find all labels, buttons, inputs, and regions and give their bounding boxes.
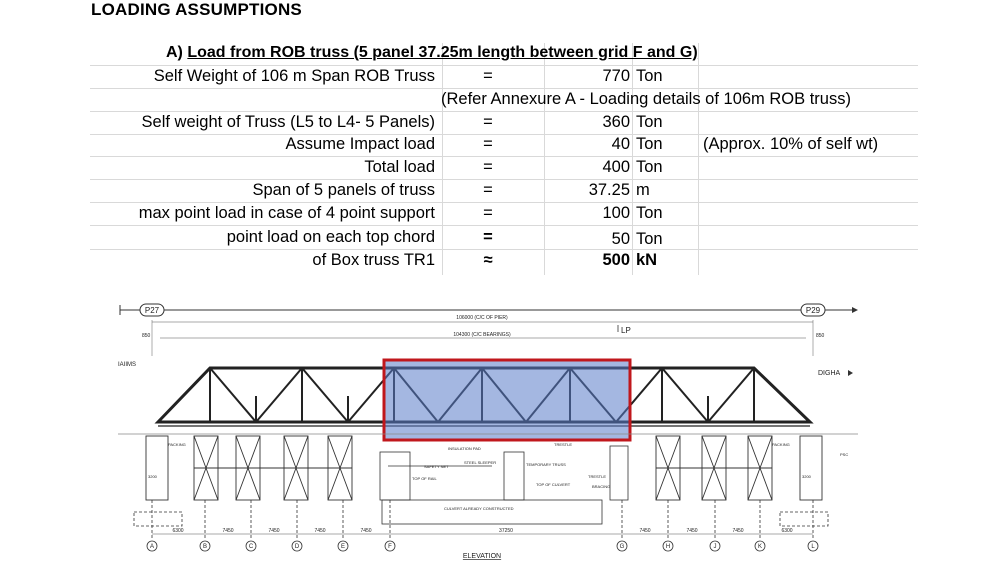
row-label: Self Weight of 106 m Span ROB Truss [153,67,435,85]
table-row [90,67,918,89]
grid-label: A [149,544,155,550]
row-operator: = [483,67,493,85]
bay-dim: 7450 [360,528,372,534]
grid-label: L [811,544,815,550]
section-title-text: Load from ROB truss (5 panel 37.25m length between grid F and G) [187,44,698,61]
row-value: 50 [611,230,630,248]
grid-label: F [388,544,392,550]
row-value: 37.25 [588,181,630,199]
note-insulation: INSULATION PAD [448,446,481,451]
note-h3200-right: 3200 [802,474,811,479]
dim-850-right: 850 [816,333,825,339]
annotations [148,442,848,511]
row-label: Span of 5 panels of truss [252,181,435,199]
row-label: of Box truss TR1 [312,251,435,269]
bay-dimensions [172,528,792,534]
row-value: 500 [602,251,630,269]
grid-label: C [248,544,254,550]
arrow-right-icon [848,370,853,376]
note-psc: PSC [840,452,849,457]
note-bracing: BRACING [592,484,611,489]
dim-850-left: 850 [142,333,151,339]
bay-dim: 7450 [222,528,234,534]
row-unit: Ton [636,230,663,248]
row-operator: = [483,113,493,131]
row-note: (Approx. 10% of self wt) [703,135,879,153]
row-value: 360 [602,113,630,131]
table-row [90,90,918,112]
bay-dim: 6300 [172,528,184,534]
row-unit: Ton [636,135,663,153]
note-h3200-left: 3200 [148,474,157,479]
highlighted-panel-region [384,360,630,440]
row-value: 40 [611,135,630,153]
side-right-label: DIGHA [818,370,841,377]
row-operator: = [483,228,493,246]
side-left-label: IAIIMS [118,362,137,368]
row-value: 770 [602,67,630,85]
section-prefix: A) [166,44,183,61]
truss-elevation-drawing [112,296,860,562]
dim-bearings: 104300 (C/C BEARINGS) [453,332,511,338]
table-row [90,204,918,226]
row-operator: = [483,135,493,153]
row-operator: ≈ [483,251,493,269]
row-label: point load on each top chord [226,228,435,246]
row-unit: Ton [636,113,663,131]
grid-label: H [665,544,671,550]
trestle-right [656,436,822,500]
dimension-lines [142,315,825,356]
row-label: Assume Impact load [285,135,435,153]
row-unit: m [636,181,650,199]
section-title [166,44,698,62]
table-row [90,158,918,180]
bay-dim: 37250 [499,528,513,534]
grid-label: G [619,544,625,550]
grid-label: B [202,544,208,550]
row-label: Total load [364,158,435,176]
reference-note: (Refer Annexure A - Loading details of 106m ROB truss) [441,90,851,108]
row-unit: Ton [636,67,663,85]
note-trestle-head: TRESTLE [554,442,573,447]
drawing-title: ELEVATION [462,553,502,560]
note-top-culvert: TOP OF CULVERT [536,482,571,487]
row-value: 100 [602,204,630,222]
centerline-mark: LP [621,326,631,335]
grid-label: K [757,544,763,550]
row-label: max point load in case of 4 point support [138,204,435,222]
table-row [90,113,918,135]
temporary-supports [380,446,628,524]
note-temp-truss: TEMPORARY TRUSS [526,462,566,467]
grid-label: E [340,544,346,550]
grid-line [90,65,918,66]
pier-right-label: P29 [805,306,821,315]
table-row [90,251,918,273]
table-row [90,181,918,203]
note-safety-net: SAFETY NET [424,464,449,469]
dim-overall: 106000 (C/C OF PIER) [456,315,508,321]
bay-dim: 7450 [686,528,698,534]
note-packing-left: PACKING [168,442,186,447]
row-unit: kN [636,251,658,269]
row-unit: Ton [636,158,663,176]
row-label: Self weight of Truss (L5 to L4- 5 Panels) [141,113,435,131]
note-packing-right: PACKING [772,442,790,447]
note-sleeper: STEEL SLEEPER [464,460,497,465]
page-heading: LOADING ASSUMPTIONS [91,0,302,19]
bay-dim: 7450 [314,528,326,534]
table-row [90,228,918,250]
row-operator: = [483,204,493,222]
loading-table [90,43,918,275]
bay-dim: 6300 [781,528,793,534]
grid-label: J [713,544,717,550]
pier-left-label: P27 [144,306,160,315]
row-unit: Ton [636,204,663,222]
bay-dim: 7450 [732,528,744,534]
table-row [90,135,918,157]
note-trestle: TRESTLE [588,474,607,479]
note-top-rail: TOP OF RAIL [412,476,437,481]
bay-dim: 7450 [639,528,651,534]
grid-label: D [294,544,300,550]
row-operator: = [483,181,493,199]
row-operator: = [483,158,493,176]
note-culvert: CULVERT ALREADY CONSTRUCTED [444,506,514,511]
grid-bubbles [147,541,818,551]
row-value: 400 [602,158,630,176]
bay-dim: 7450 [268,528,280,534]
